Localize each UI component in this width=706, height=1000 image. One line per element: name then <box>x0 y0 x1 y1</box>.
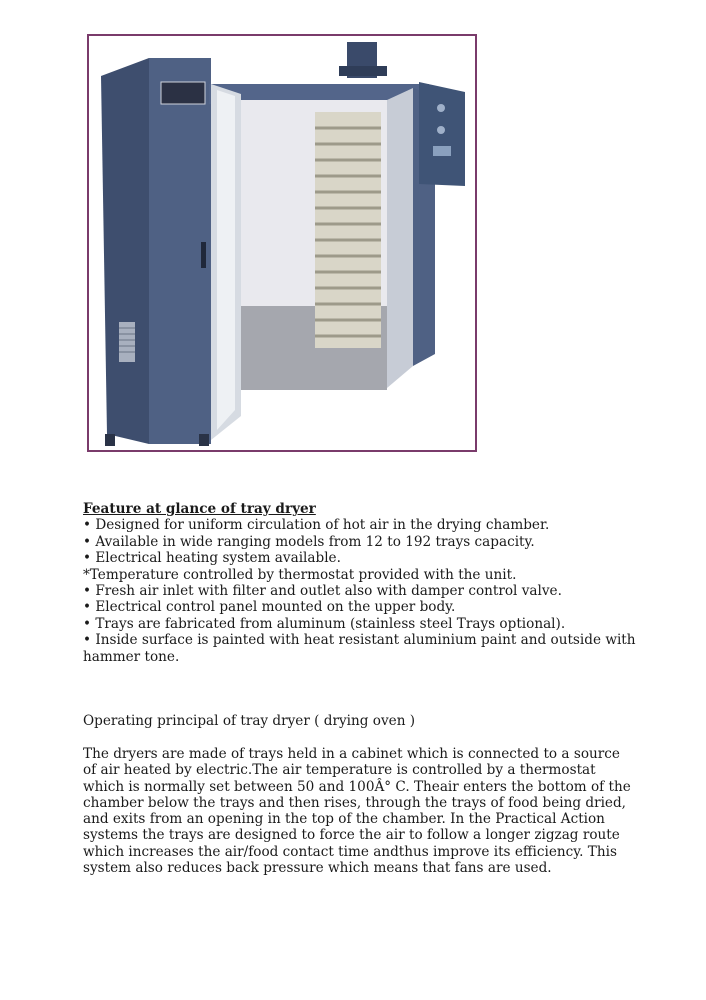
list-item: • Inside surface is painted with heat resistant aluminium paint and outside with hammer tone. <box>83 632 636 665</box>
list-item: • Fresh air inlet with filter and outlet also with damper control valve. <box>83 583 562 600</box>
features-list <box>83 517 643 665</box>
list-item: *Temperature controlled by thermostat provided with the unit. <box>83 566 517 583</box>
list-item: • Trays are fabricated from aluminum (stainless steel Trays optional). <box>83 615 566 632</box>
tray-rack <box>315 112 381 348</box>
features-heading: Feature at glance of tray dryer <box>83 501 316 517</box>
tray-dryer-photo <box>87 34 477 452</box>
features-section <box>83 501 643 665</box>
right-door-open <box>387 88 413 388</box>
tray-dryer-illustration <box>89 36 475 450</box>
door-handle <box>201 242 206 268</box>
control-panel <box>419 82 465 186</box>
cabinet-left-side <box>101 58 149 444</box>
list-item: • Available in wide ranging models from 12 to 192 trays capacity. <box>83 533 535 550</box>
operating-title: Operating principal of tray dryer ( drying oven ) <box>83 713 416 729</box>
list-item: • Designed for uniform circulation of hot air in the drying chamber. <box>83 517 550 534</box>
brand-badge <box>161 82 205 104</box>
list-item: • Electrical heating system available. <box>83 550 341 567</box>
list-item: • Electrical control panel mounted on the upper body. <box>83 599 456 616</box>
operating-paragraph: The dryers are made of trays held in a cabinet which is connected to a source of air heated by electric.The air temperature is controlled by a thermostat which is normally set between 50 and 100Â° C. Theair enters the bottom of the chamber below the trays and then rises, through the trays of food being dried, and exits from an opening in the top of the chamber. In the Practical Action systems the trays are designed to force the air to follow a longer zigzag route which increases the air/food contact time andthus improve its efficiency. This system also reduces back pressure which means that fans are used. <box>83 746 631 877</box>
